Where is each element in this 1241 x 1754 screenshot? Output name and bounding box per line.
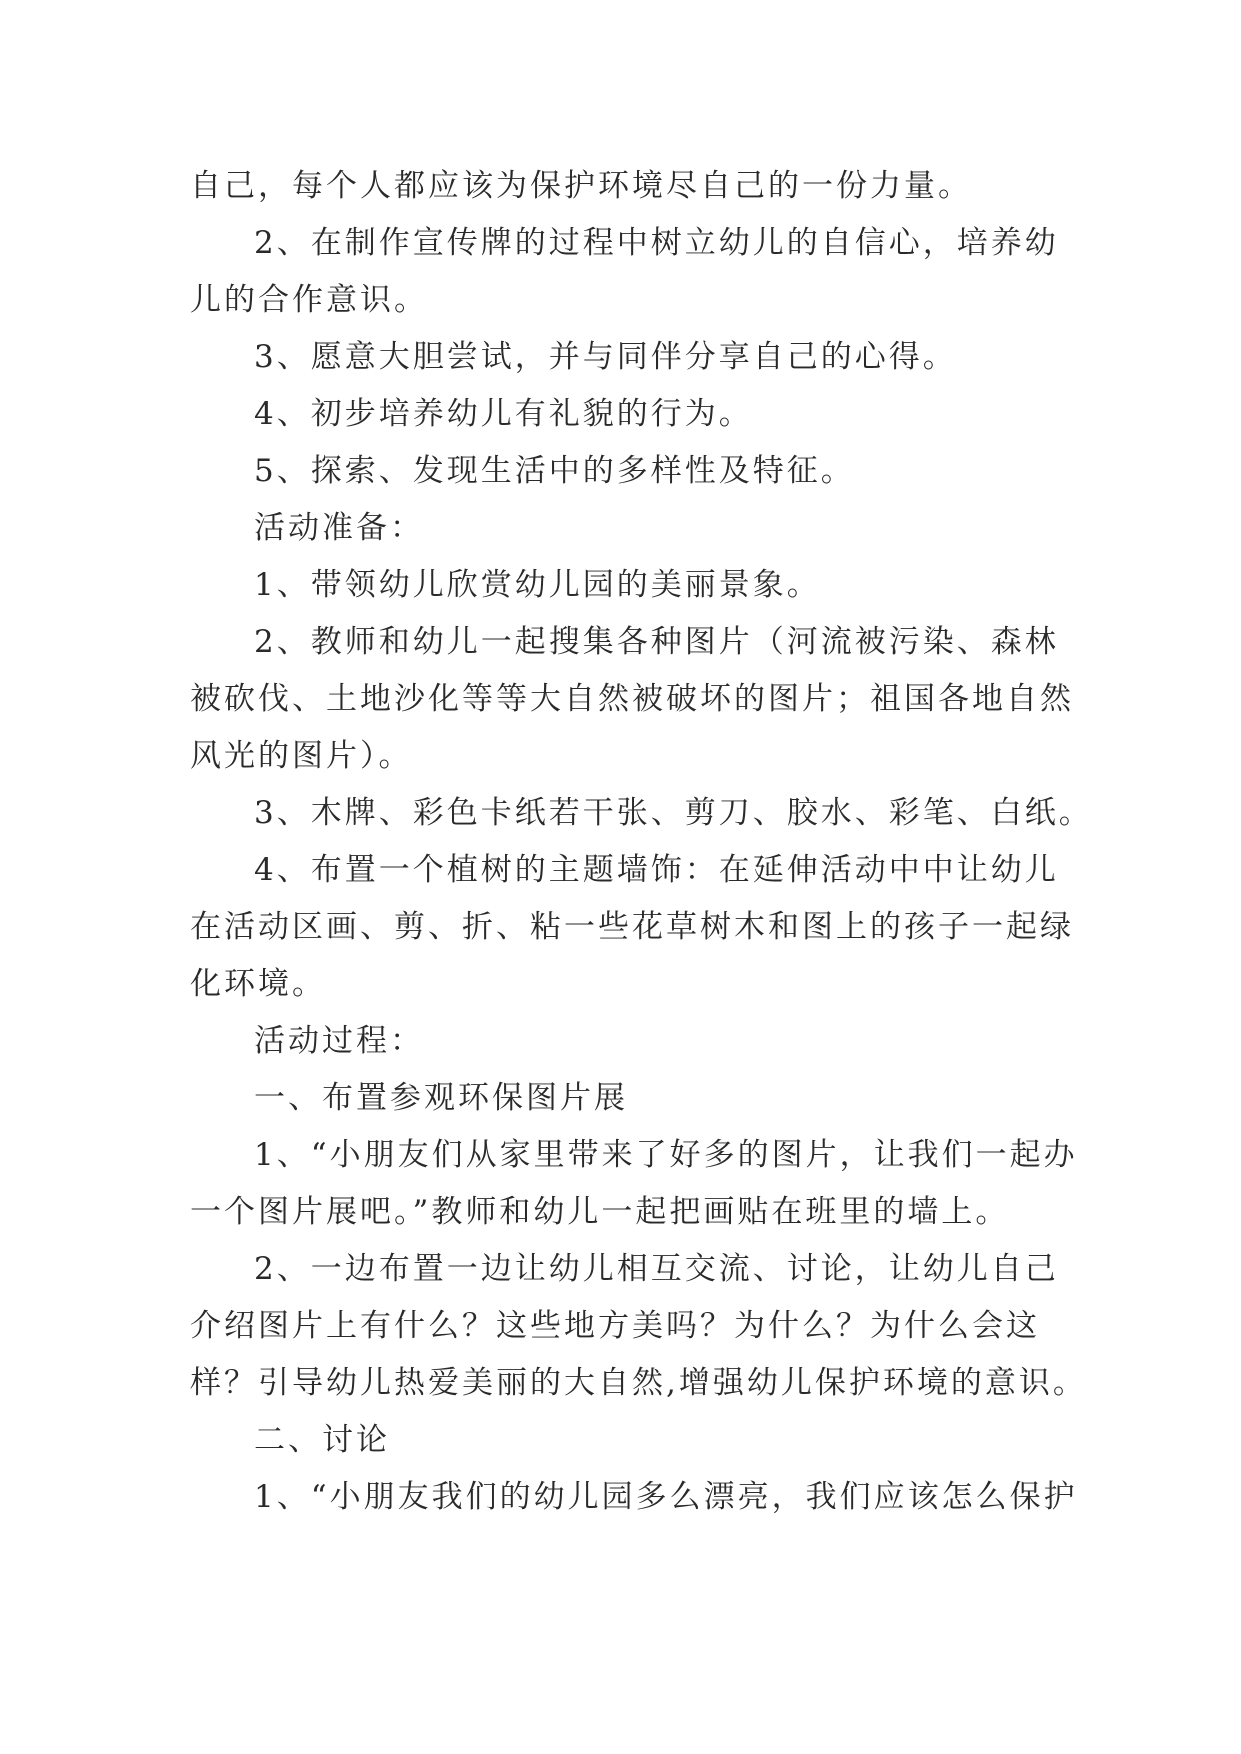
text-line: 5、探索、发现生活中的多样性及特征。 bbox=[254, 453, 855, 489]
section-heading: 活动准备： bbox=[254, 510, 424, 546]
text-line: 被砍伐、土地沙化等等大自然被破坏的图片；祖国各地自然 bbox=[190, 681, 1074, 717]
text-line: 样？引导幼儿热爱美丽的大自然,增强幼儿保护环境的意识。 bbox=[190, 1365, 1087, 1401]
section-heading: 活动过程： bbox=[254, 1023, 424, 1059]
text-line: 2、一边布置一边让幼儿相互交流、讨论，让幼儿自己 bbox=[254, 1251, 1059, 1287]
text-line: 自己，每个人都应该为保护环境尽自己的一份力量。 bbox=[190, 168, 972, 204]
text-line: 2、在制作宣传牌的过程中树立幼儿的自信心，培养幼 bbox=[254, 225, 1059, 261]
text-line: 1、“小朋友我们的幼儿园多么漂亮，我们应该怎么保护 bbox=[254, 1479, 1078, 1515]
section-heading: 一、布置参观环保图片展 bbox=[254, 1080, 628, 1116]
section-heading: 二、讨论 bbox=[254, 1422, 390, 1458]
text-line: 1、带领幼儿欣赏幼儿园的美丽景象。 bbox=[254, 567, 821, 603]
text-line: 3、愿意大胆尝试，并与同伴分享自己的心得。 bbox=[254, 339, 957, 375]
document-body bbox=[190, 158, 1093, 1526]
text-line: 3、木牌、彩色卡纸若干张、剪刀、胶水、彩笔、白纸。 bbox=[254, 795, 1093, 831]
text-line: 化环境。 bbox=[190, 966, 326, 1002]
text-line: 风光的图片）。 bbox=[190, 738, 413, 774]
text-line: 2、教师和幼儿一起搜集各种图片（河流被污染、森林 bbox=[254, 624, 1059, 660]
text-line: 一个图片展吧。”教师和幼儿一起把画贴在班里的墙上。 bbox=[190, 1194, 1010, 1230]
text-line: 儿的合作意识。 bbox=[190, 282, 428, 318]
text-line: 在活动区画、剪、折、粘一些花草树木和图上的孩子一起绿 bbox=[190, 909, 1074, 945]
text-line: 4、初步培养幼儿有礼貌的行为。 bbox=[254, 396, 753, 432]
text-line: 4、布置一个植树的主题墙饰：在延伸活动中中让幼儿 bbox=[254, 852, 1059, 888]
text-line: 1、“小朋友们从家里带来了好多的图片，让我们一起办 bbox=[254, 1137, 1078, 1173]
text-line: 介绍图片上有什么？这些地方美吗？为什么？为什么会这 bbox=[190, 1308, 1040, 1344]
